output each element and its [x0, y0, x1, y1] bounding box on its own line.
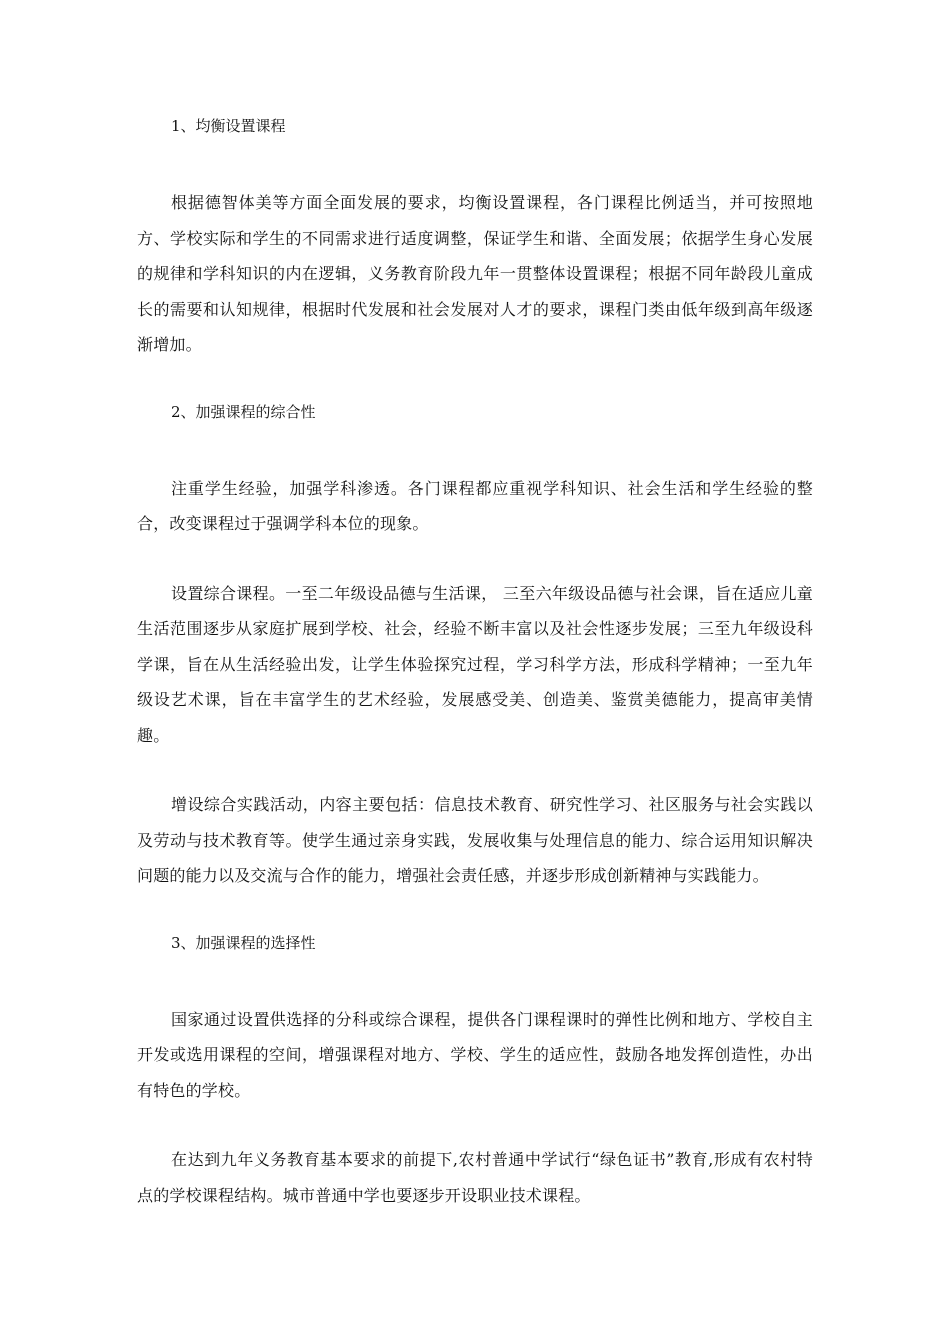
section-1-paragraph-1: 根据德智体美等方面全面发展的要求，均衡设置课程，各门课程比例适当，并可按照地方、学校实际和学生的不同需求进行适度调整，保证学生和谐、全面发展；依据学生身心发展的规律和学科知识的内在逻辑，义务教育阶段九年一贯整体设置课程；根据不同年龄段儿童成长的需要和认知规律，根据时代发展和社会发展对人才的要求，课程门类由低年级到高年级逐渐增加。	[137, 193, 813, 354]
section-heading-3: 3、加强课程的选择性	[171, 933, 316, 952]
section-2-paragraph-1: 注重学生经验，加强学科渗透。各门课程都应重视学科知识、社会生活和学生经验的整合，改变课程过于强调学科本位的现象。	[137, 478, 813, 533]
section-heading-2: 2、加强课程的综合性	[171, 402, 316, 421]
section-3-paragraph-1: 国家通过设置供选择的分科或综合课程，提供各门课程课时的弹性比例和地方、学校自主开发或选用课程的空间，增强课程对地方、学校、学生的适应性，鼓励各地发挥创造性，办出有特色的学校。	[137, 1009, 813, 1100]
section-2-paragraph-2: 设置综合课程。一至二年级设品德与生活课， 三至六年级设品德与社会课，旨在适应儿童生活范围逐步从家庭扩展到学校、社会，经验不断丰富以及社会性逐步发展；三至九年级设科学课，旨在从生活经验出发，让学生体验探究过程，学习科学方法，形成科学精神；一至九年级设艺术课，旨在丰富学生的艺术经验，发展感受美、创造美、鉴赏美德能力，提高审美情趣。	[137, 583, 813, 745]
section-3-paragraph-2: 在达到九年义务教育基本要求的前提下,农村普通中学试行“绿色证书”教育,形成有农村特点的学校课程结构。城市普通中学也要逐步开设职业技术课程。	[137, 1150, 813, 1205]
section-2-paragraph-3: 增设综合实践活动，内容主要包括：信息技术教育、研究性学习、社区服务与社会实践以及劳动与技术教育等。使学生通过亲身实践，发展收集与处理信息的能力、综合运用知识解决问题的能力以及交流与合作的能力，增强社会责任感，并逐步形成创新精神与实践能力。	[137, 795, 813, 885]
section-heading-1: 1、均衡设置课程	[171, 117, 286, 135]
document-body	[137, 111, 813, 1247]
